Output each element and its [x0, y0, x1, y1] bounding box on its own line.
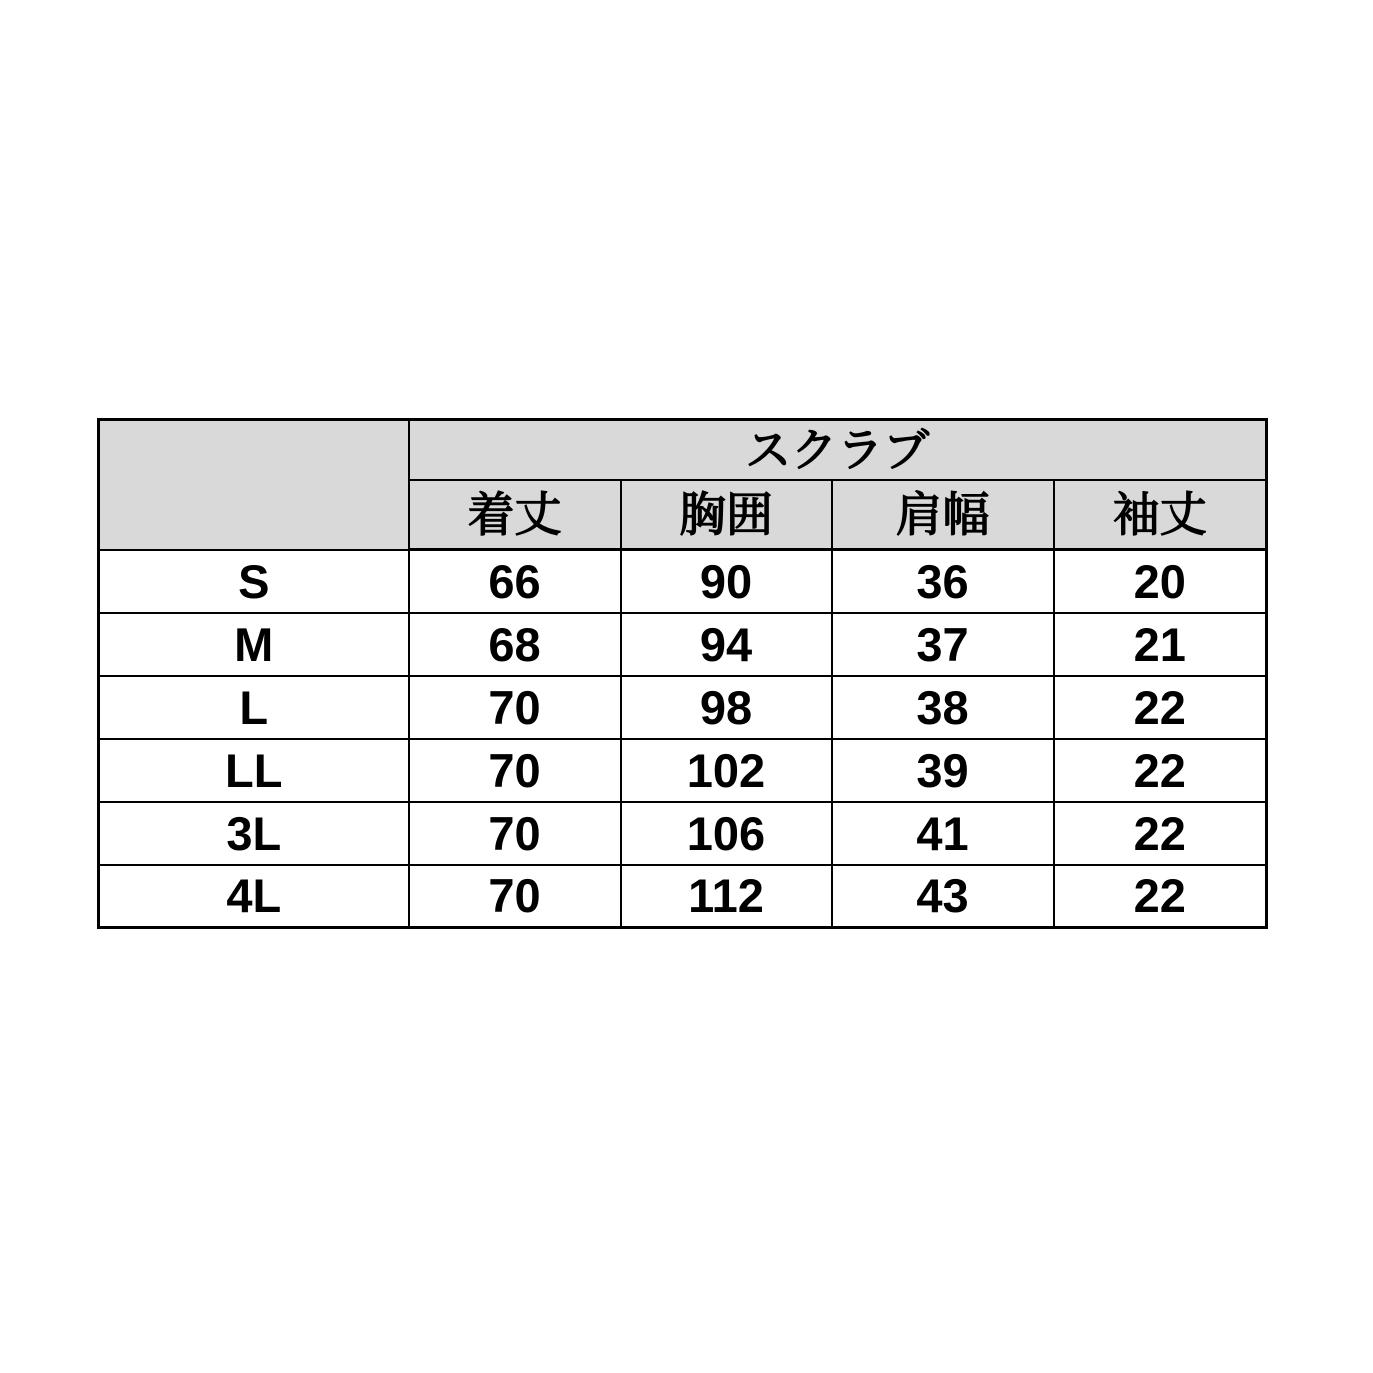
- corner-cell: [99, 420, 409, 550]
- value-cell: 98: [621, 676, 832, 739]
- value-cell: 36: [832, 550, 1054, 613]
- size-cell: M: [99, 613, 409, 676]
- value-cell: 70: [409, 676, 621, 739]
- value-cell: 22: [1054, 865, 1267, 928]
- value-cell: 21: [1054, 613, 1267, 676]
- value-cell: 41: [832, 802, 1054, 865]
- value-cell: 70: [409, 865, 621, 928]
- value-cell: 106: [621, 802, 832, 865]
- column-header-shoulder: 肩幅: [832, 480, 1054, 550]
- size-cell: 3L: [99, 802, 409, 865]
- value-cell: 66: [409, 550, 621, 613]
- value-cell: 20: [1054, 550, 1267, 613]
- value-cell: 70: [409, 739, 621, 802]
- table-row: [99, 739, 1267, 802]
- table-row: [99, 865, 1267, 928]
- table-row: [99, 676, 1267, 739]
- table-row: [99, 550, 1267, 613]
- value-cell: 22: [1054, 676, 1267, 739]
- column-header-length: 着丈: [409, 480, 621, 550]
- value-cell: 102: [621, 739, 832, 802]
- column-header-chest: 胸囲: [621, 480, 832, 550]
- size-chart-table: [97, 418, 1268, 929]
- value-cell: 90: [621, 550, 832, 613]
- table-row: [99, 802, 1267, 865]
- value-cell: 38: [832, 676, 1054, 739]
- size-cell: S: [99, 550, 409, 613]
- value-cell: 94: [621, 613, 832, 676]
- value-cell: 43: [832, 865, 1054, 928]
- value-cell: 112: [621, 865, 832, 928]
- group-header: スクラブ: [409, 420, 1267, 480]
- size-cell: LL: [99, 739, 409, 802]
- value-cell: 22: [1054, 802, 1267, 865]
- size-cell: 4L: [99, 865, 409, 928]
- value-cell: 70: [409, 802, 621, 865]
- value-cell: 22: [1054, 739, 1267, 802]
- value-cell: 37: [832, 613, 1054, 676]
- table-row: [99, 613, 1267, 676]
- table-header-group-row: [99, 420, 1267, 480]
- value-cell: 68: [409, 613, 621, 676]
- value-cell: 39: [832, 739, 1054, 802]
- column-header-sleeve: 袖丈: [1054, 480, 1267, 550]
- size-cell: L: [99, 676, 409, 739]
